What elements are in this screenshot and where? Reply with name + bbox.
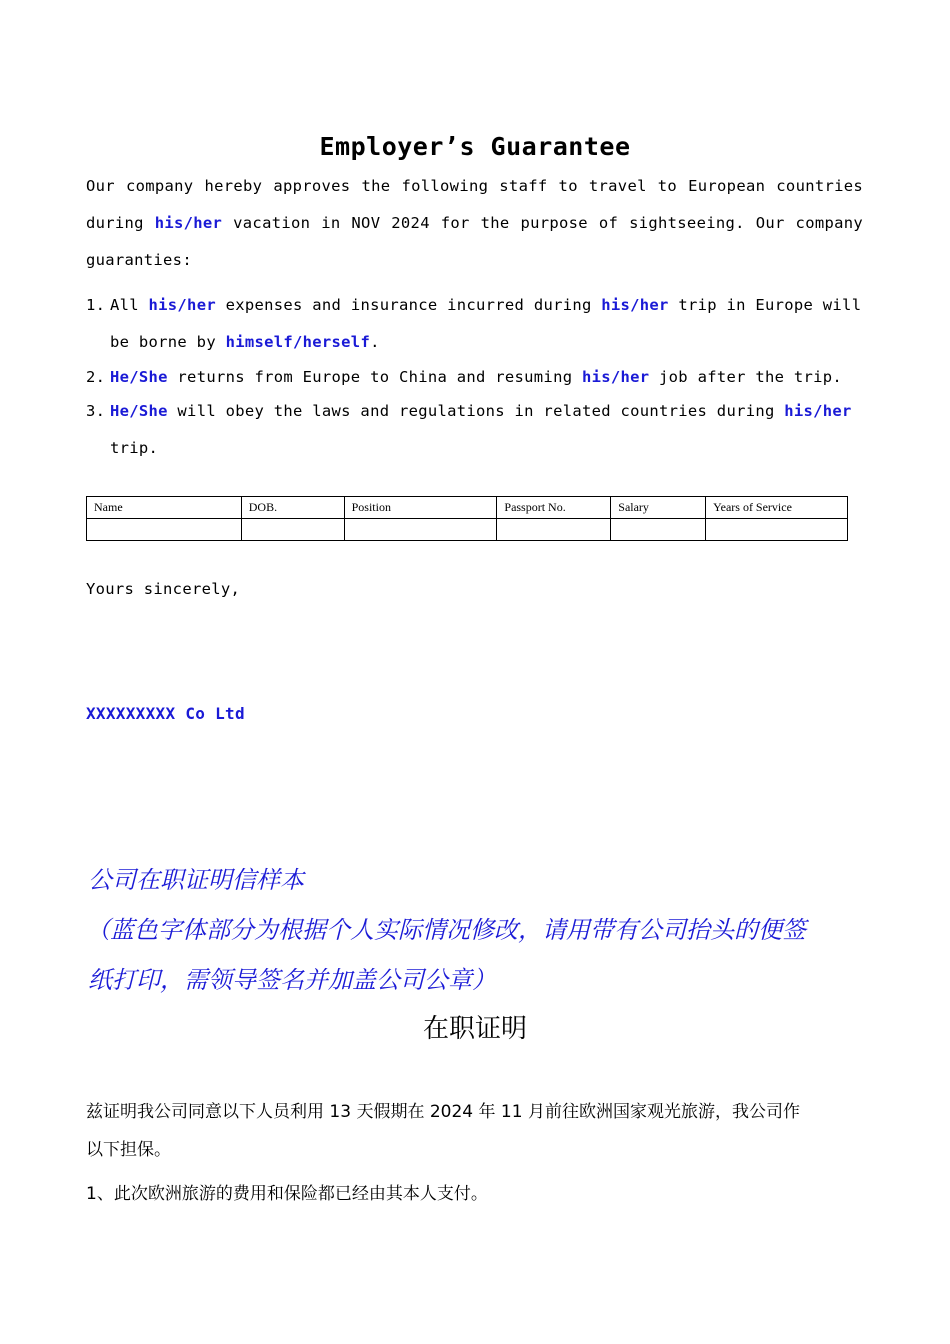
table-header-row [87,497,848,519]
cn-body-line-2: 以下担保。 [86,1140,171,1160]
table-cell[interactable] [344,519,497,541]
table-cell[interactable] [497,519,611,541]
company-name: XXXXXXXXX Co Ltd [86,704,245,723]
table-cell[interactable] [611,519,706,541]
document-title: Employer’s Guarantee [319,132,631,161]
table-header-cell: Position [344,497,497,519]
intro-line-1: Our company hereby approves the following staff to travel to European countries [86,177,863,195]
table-cell[interactable] [87,519,242,541]
table-cell[interactable] [706,519,848,541]
cn-guarantee-item-1: 1、此次欧洲旅游的费用和保险都已经由其本人支付。 [86,1184,488,1204]
table-header-cell: DOB. [241,497,344,519]
table-header-cell: Years of Service [706,497,848,519]
guarantee-item-3-continued: trip. [110,439,159,457]
pronoun-placeholder: his/her [784,402,852,420]
pronoun-placeholder: his/her [581,368,650,386]
table-header-cell: Name [87,497,242,519]
pronoun-placeholder: He/She [110,402,168,420]
guarantee-item-2: 2. He/She returns from Europe to China and resuming his/her job after the trip. [86,368,843,386]
intro-line-2: during his/her vacation in NOV 2024 for the purpose of sightseeing. Our company [86,214,863,232]
pronoun-placeholder: his/her [601,296,669,314]
table-header-cell: Salary [611,497,706,519]
intro-line-3: guaranties: [86,251,192,269]
pronoun-placeholder: his/her [148,296,216,314]
pronoun-placeholder: his/her [154,214,223,232]
table-cell[interactable] [241,519,344,541]
closing-salutation: Yours sincerely, [86,580,241,598]
guarantee-item-3: 3. He/She will obey the laws and regulations in related countries during his/her [86,402,852,420]
pronoun-placeholder: himself/herself [225,333,371,351]
cn-sample-note-title: 公司在职证明信样本 [88,866,304,894]
table-header-cell: Passport No. [497,497,611,519]
cn-sample-note-line-2: （蓝色字体部分为根据个人实际情况修改，请用带有公司抬头的便签 [86,916,806,944]
cn-document-title: 在职证明 [422,1014,527,1044]
table-row [87,519,848,541]
guarantee-item-1-continued: be borne by himself/herself. [110,333,380,351]
guarantee-item-1: 1. All his/her expenses and insurance incurred during his/her trip in Europe will [86,296,862,314]
pronoun-placeholder: He/She [110,368,168,386]
cn-sample-note-line-3: 纸打印，需领导签名并加盖公司公章） [88,966,496,994]
staff-table [86,496,848,541]
cn-body-line-1: 兹证明我公司同意以下人员利用 13 天假期在 2024 年 11 月前往欧洲国家观光旅游，我公司作 [86,1102,800,1122]
